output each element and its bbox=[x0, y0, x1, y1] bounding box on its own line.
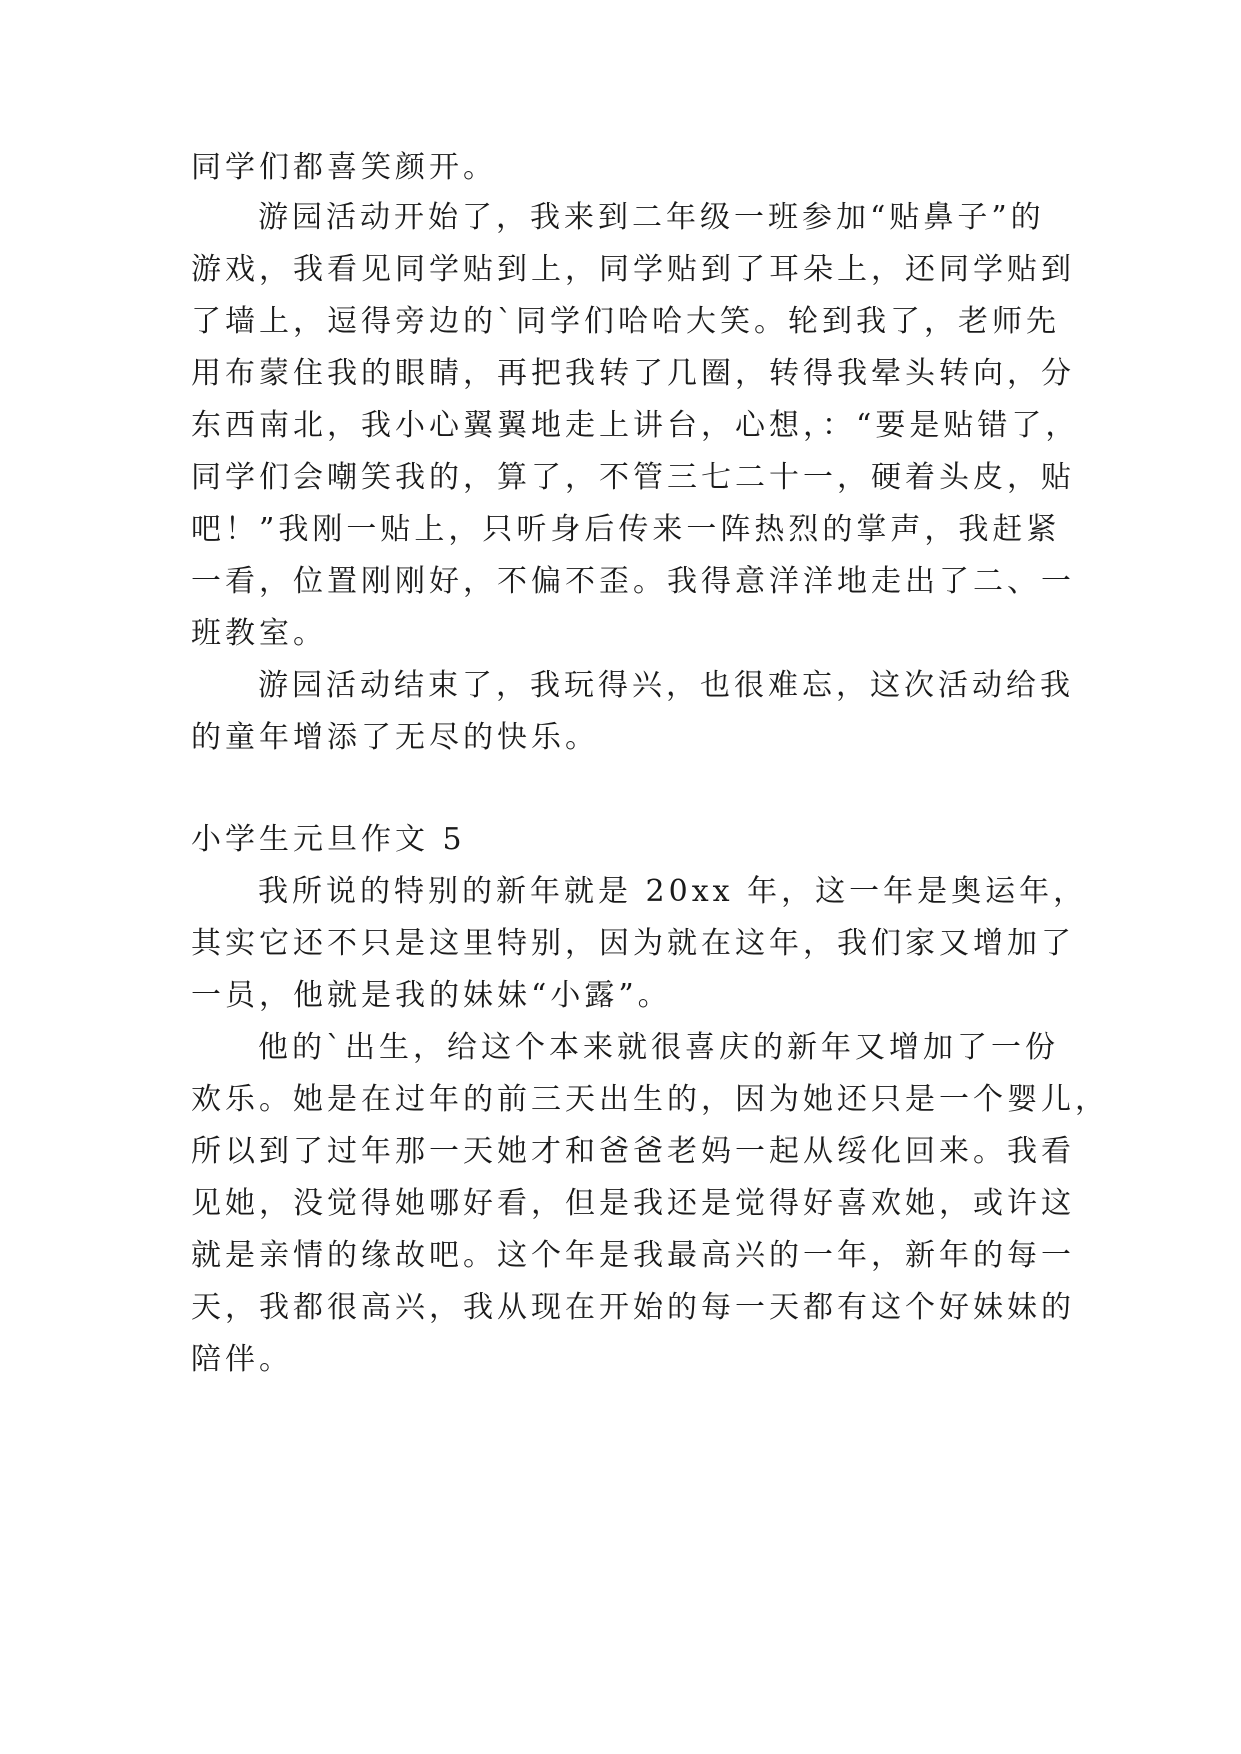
paragraph-line: 游园活动开始了，我来到二年级一班参加“贴鼻子”的 bbox=[258, 200, 1045, 235]
paragraph-line: 其实它还不只是这里特别，因为就在这年，我们家又增加了 bbox=[191, 926, 1075, 961]
paragraph-line: 了墙上，逗得旁边的`同学们哈哈大笑。轮到我了，老师先 bbox=[191, 304, 1060, 339]
paragraph-line: 欢乐。她是在过年的前三天出生的，因为她还只是一个婴儿， bbox=[191, 1082, 1109, 1117]
paragraph-line: 我所说的特别的新年就是 20xx 年，这一年是奥运年， bbox=[258, 874, 1088, 909]
paragraph-line: 一看，位置刚刚好，不偏不歪。我得意洋洋地走出了二、一 bbox=[191, 564, 1075, 599]
paragraph-line: 陪伴。 bbox=[191, 1342, 293, 1377]
paragraph-line: 同学们会嘲笑我的，算了，不管三七二十一，硬着头皮，贴 bbox=[191, 460, 1075, 495]
paragraph-line: 游园活动结束了，我玩得兴，也很难忘，这次活动给我 bbox=[258, 668, 1074, 703]
section-heading: 小学生元旦作文 5 bbox=[191, 822, 466, 857]
paragraph-line: 同学们都喜笑颜开。 bbox=[191, 150, 497, 185]
paragraph-line: 他的`出生，给这个本来就很喜庆的新年又增加了一份 bbox=[258, 1030, 1059, 1065]
paragraph-line: 游戏，我看见同学贴到上，同学贴到了耳朵上，还同学贴到 bbox=[191, 252, 1075, 287]
paragraph-line: 见她，没觉得她哪好看，但是我还是觉得好喜欢她，或许这 bbox=[191, 1186, 1075, 1221]
paragraph-line: 天，我都很高兴，我从现在开始的每一天都有这个好妹妹的 bbox=[191, 1290, 1075, 1325]
paragraph-line: 所以到了过年那一天她才和爸爸老妈一起从绥化回来。我看 bbox=[191, 1134, 1075, 1169]
paragraph-line: 东西南北，我小心翼翼地走上讲台，心想，：“要是贴错了， bbox=[191, 408, 1080, 443]
paragraph-line: 一员，他就是我的妹妹“小露”。 bbox=[191, 978, 672, 1013]
paragraph-line: 班教室。 bbox=[191, 616, 327, 651]
paragraph-line: 就是亲情的缘故吧。这个年是我最高兴的一年，新年的每一 bbox=[191, 1238, 1075, 1273]
paragraph-line: 吧！”我刚一贴上，只听身后传来一阵热烈的掌声，我赶紧 bbox=[191, 512, 1061, 547]
paragraph-line: 的童年增添了无尽的快乐。 bbox=[191, 720, 599, 755]
paragraph-line: 用布蒙住我的眼睛，再把我转了几圈，转得我晕头转向，分 bbox=[191, 356, 1075, 391]
